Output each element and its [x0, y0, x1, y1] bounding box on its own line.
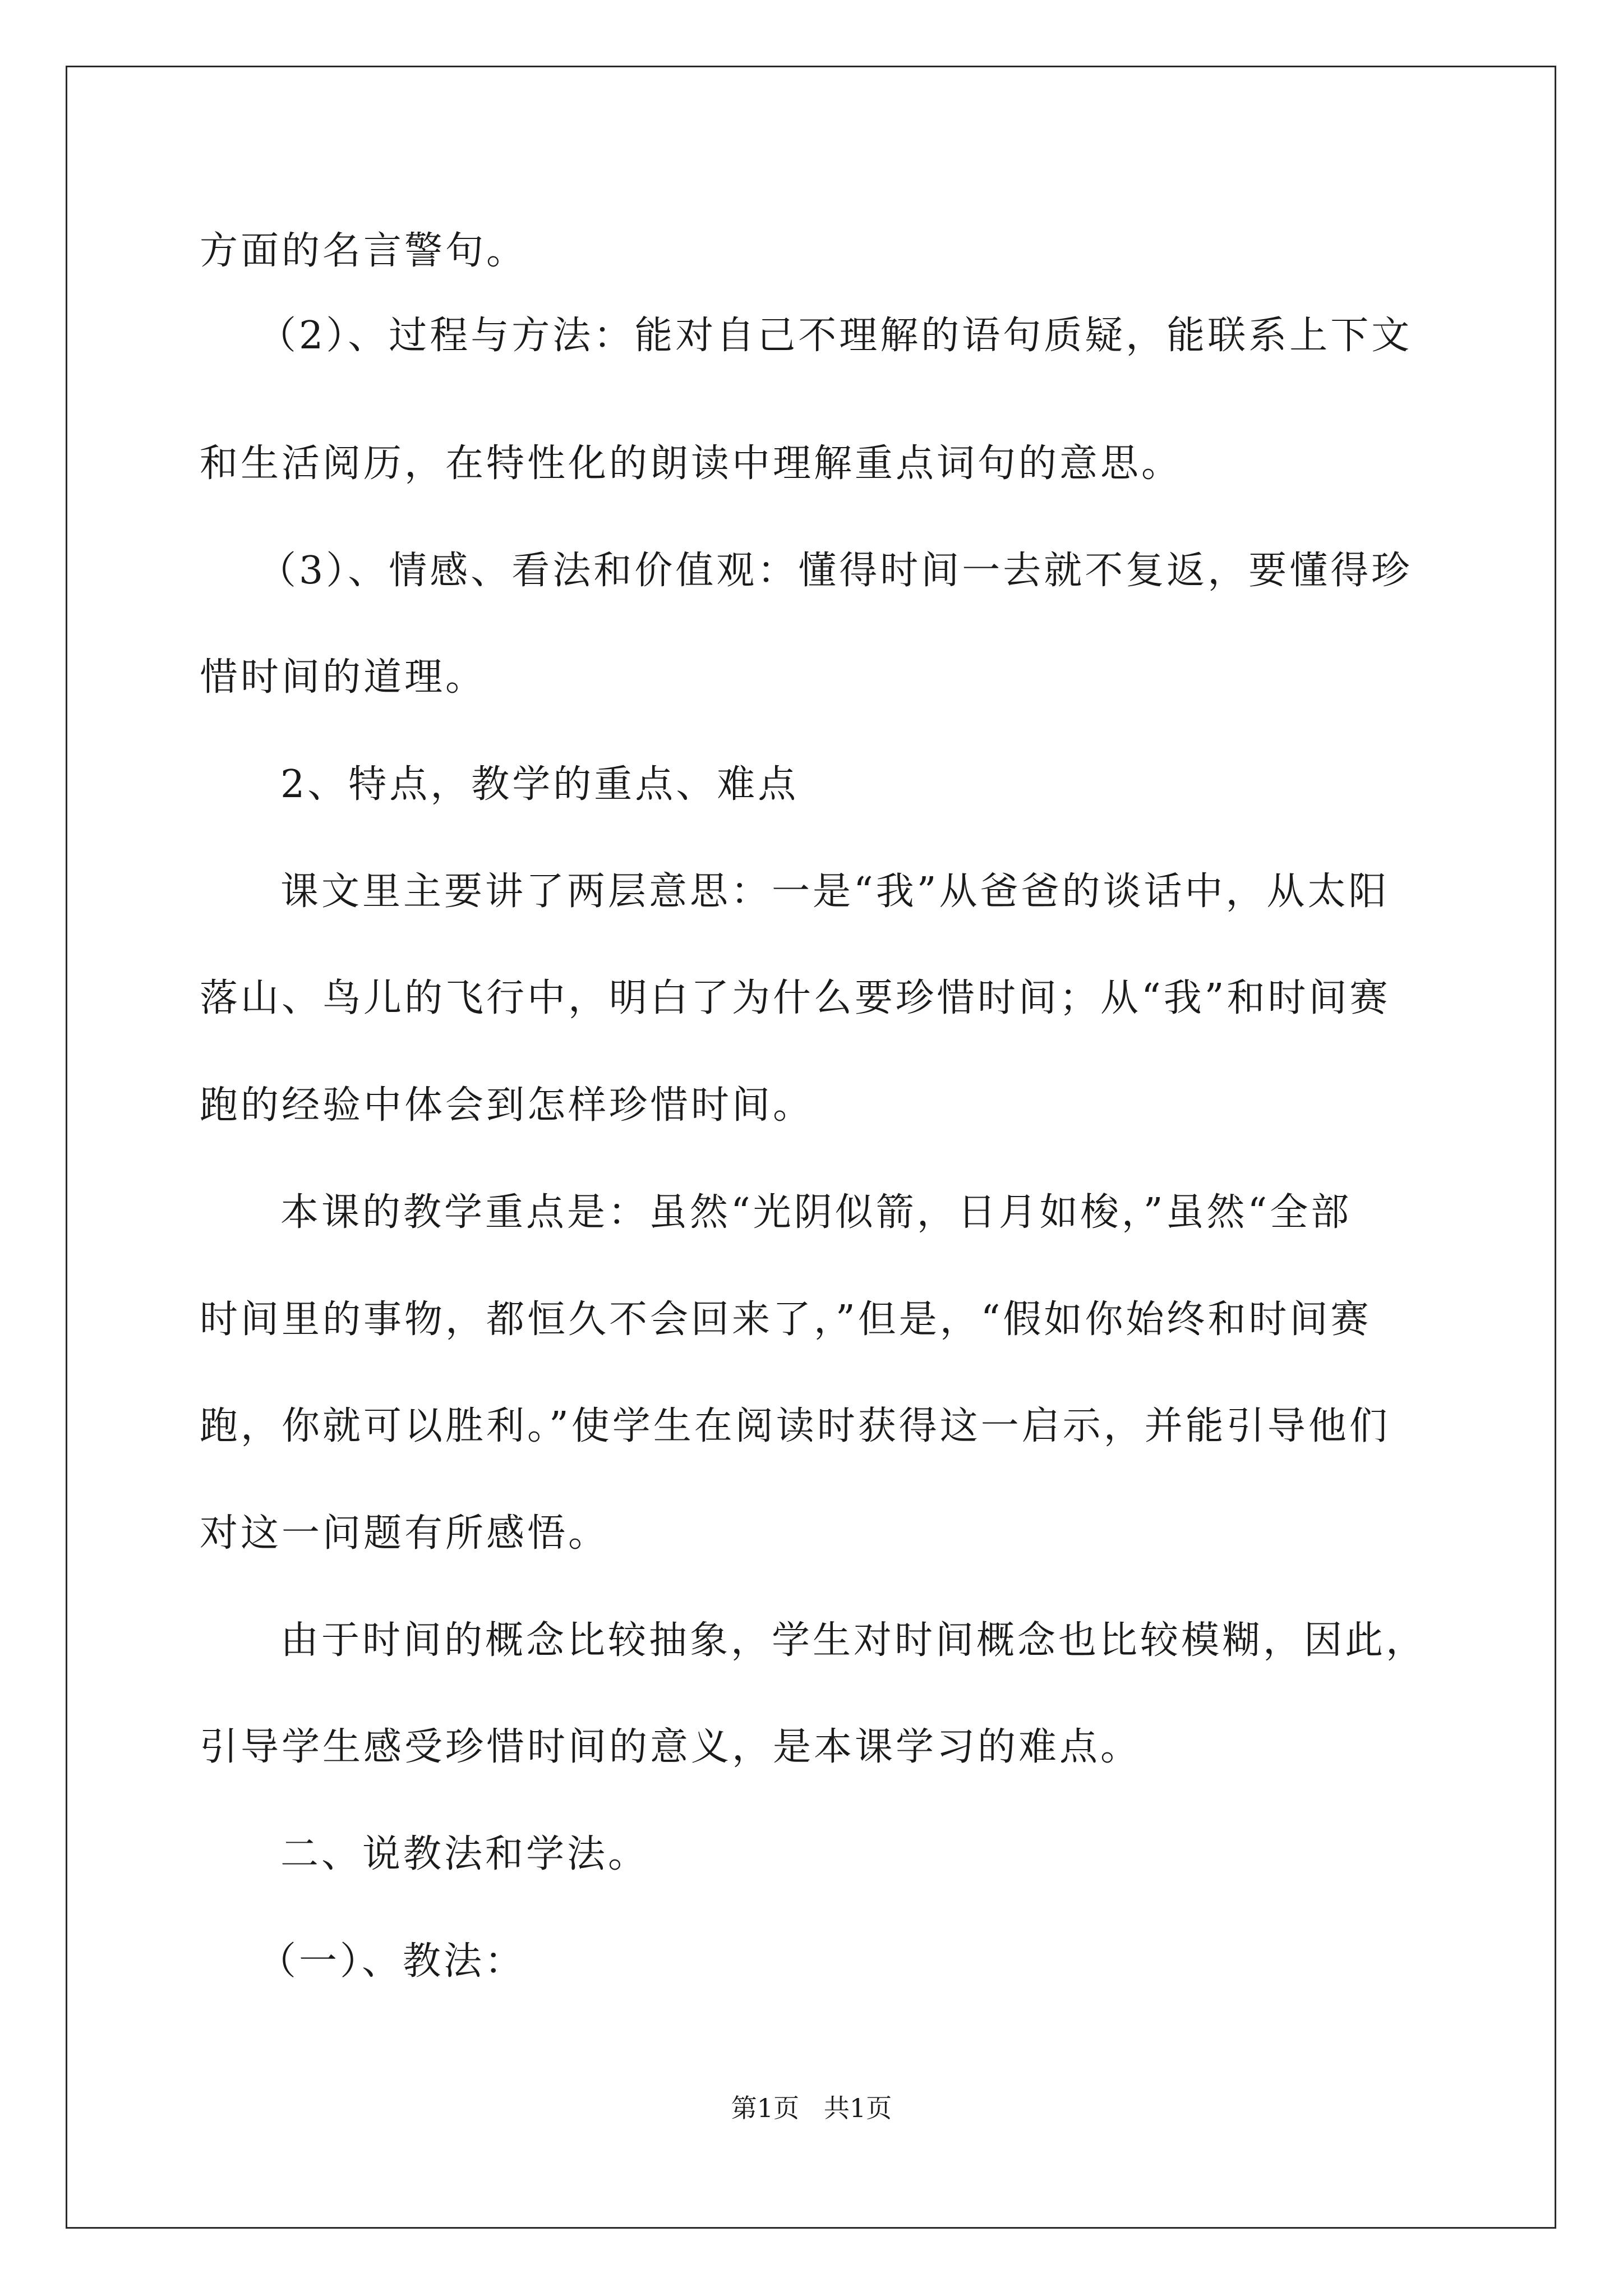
text-line: （3）、情感、看法和价值观：懂得时间一去就不复返，要懂得珍 — [258, 549, 1413, 593]
text-line: 时间里的事物，都恒久不会回来了，”但是，“假如你始终和时间赛 — [200, 1297, 1372, 1342]
text-line: 跑的经验中体会到怎样珍惜时间。 — [200, 1083, 814, 1128]
text-line: 和生活阅历，在特性化的朗读中理解重点词句的意思。 — [200, 441, 1183, 486]
page-border — [66, 66, 1556, 2229]
text-line: 本课的教学重点是：虽然“光阴似箭，日月如梭，”虽然“全部 — [280, 1190, 1352, 1235]
text-line: 课文里主要讲了两层意思：一是“我”从爸爸的谈话中，从太阳 — [280, 869, 1390, 914]
text-line: 对这一问题有所感悟。 — [200, 1511, 610, 1556]
text-line: （2）、过程与方法：能对自己不理解的语句质疑，能联系上下文 — [258, 314, 1413, 358]
text-line: 2、特点，教学的重点、难点 — [280, 762, 799, 807]
text-line: 由于时间的概念比较抽象，学生对时间概念也比较模糊，因此， — [280, 1618, 1427, 1663]
text-line: 引导学生感受珍惜时间的意义，是本课学习的难点。 — [200, 1725, 1142, 1769]
text-line: （一）、教法： — [258, 1939, 526, 1984]
text-line: 方面的名言警句。 — [200, 229, 528, 273]
page-footer: 第1页 共1页 — [731, 2093, 892, 2123]
text-line: 惜时间的道理。 — [200, 655, 487, 700]
text-line: 二、说教法和学法。 — [280, 1832, 649, 1876]
text-line: 跑，你就可以胜利。”使学生在阅读时获得这一启示，并能引导他们 — [200, 1404, 1390, 1448]
text-line: 落山、鸟儿的飞行中，明白了为什么要珍惜时间；从“我”和时间赛 — [200, 976, 1391, 1020]
